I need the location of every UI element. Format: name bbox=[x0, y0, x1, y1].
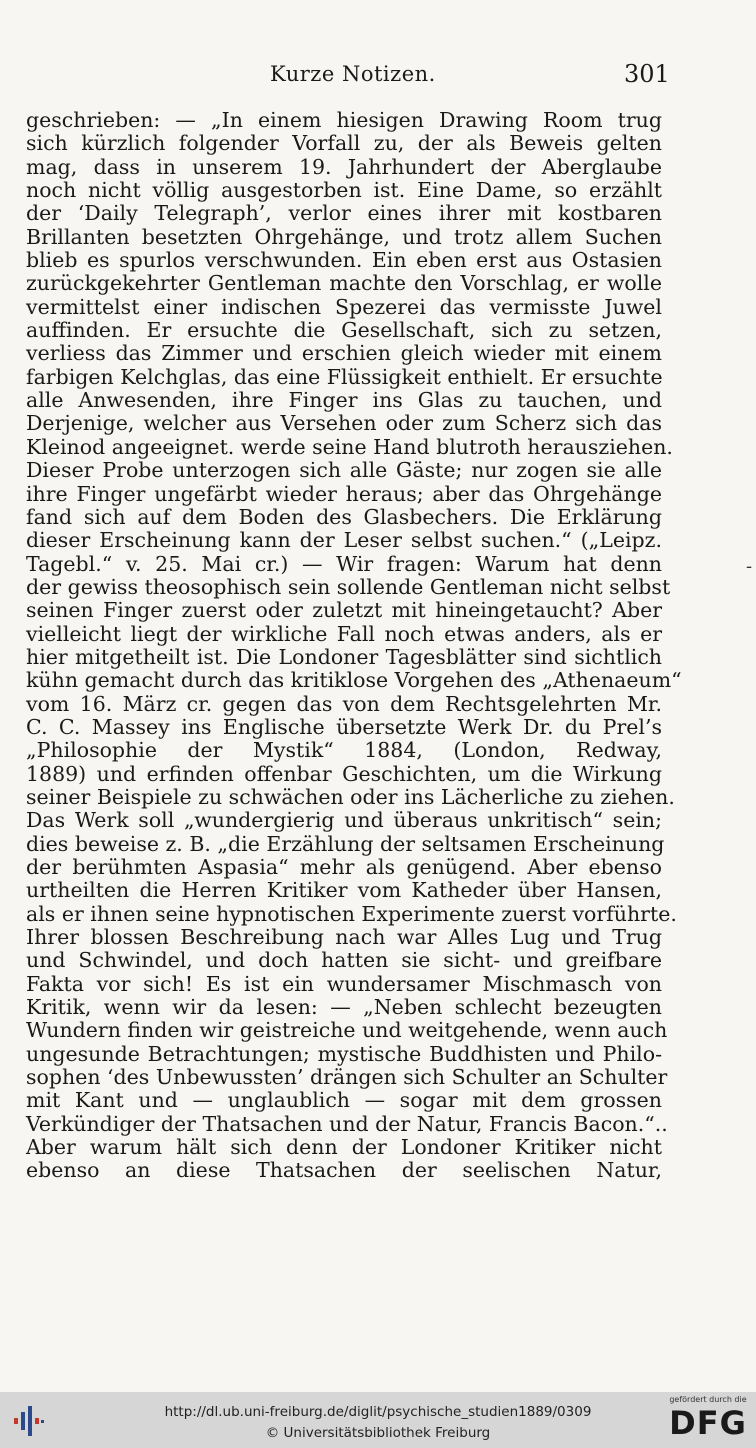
page-header bbox=[0, 62, 756, 92]
text-line: farbigen Kelchglas, das eine Flüssigkeit enthielt. Er ersuchte bbox=[26, 364, 663, 389]
text-line: seiner Beispiele zu schwächen oder ins Lächerliche zu ziehen. bbox=[26, 784, 675, 809]
text-line: Verkündiger der Thatsachen und der Natur, Francis Bacon.“.. bbox=[26, 1111, 668, 1136]
text-line: der ‘Daily Telegraph’, verlor eines ihrer mit kostbaren bbox=[26, 201, 662, 226]
text-line: mit Kant und — unglaublich — sogar mit dem grossen bbox=[26, 1088, 662, 1113]
text-line: alle Anwesenden, ihre Finger ins Glas zu tauchen, und bbox=[26, 388, 662, 413]
text-line: dies beweise z. B. „die Erzählung der seltsamen Erscheinung bbox=[26, 831, 665, 856]
text-line: Kritik, wenn wir da lesen: — „Neben schlecht bezeugten bbox=[26, 995, 662, 1020]
text-line: noch nicht völlig ausgestorben ist. Eine Dame, so erzählt bbox=[26, 178, 662, 203]
text-line: und Schwindel, und doch hatten sie sicht- und greifbare bbox=[26, 948, 662, 973]
text-line: kühn gemacht durch das kritiklose Vorgehen des „Athenaeum“ bbox=[26, 668, 682, 693]
text-line: Kleinod angeeignet. werde seine Hand blutroth herausziehen. bbox=[26, 434, 673, 459]
text-line: verliess das Zimmer und erschien gleich wieder mit einem bbox=[26, 341, 662, 366]
text-line: ihre Finger ungefärbt wieder heraus; aber das Ohrgehänge bbox=[26, 481, 662, 506]
text-line: als er ihnen seine hypnotischen Experimente zuerst vorführte. bbox=[26, 901, 677, 926]
text-line: vom 16. März cr. gegen das von dem Rechtsgelehrten Mr. bbox=[26, 691, 662, 716]
text-line: vermittelst einer indischen Spezerei das vermisste Juwel bbox=[26, 294, 662, 319]
text-line: ungesunde Betrachtungen; mystische Buddhisten und Philo- bbox=[26, 1041, 662, 1066]
text-line: Wundern finden wir geistreiche und weitgehende, wenn auch bbox=[26, 1018, 668, 1043]
text-line: seinen Finger zuerst oder zuletzt mit hineingetaucht? Aber bbox=[26, 598, 662, 623]
text-line: sich kürzlich folgender Vorfall zu, der als Beweis gelten bbox=[26, 131, 662, 156]
text-line: Ihrer blossen Beschreibung nach war Alles Lug und Trug bbox=[26, 925, 662, 950]
funder-caption: gefördert durch die bbox=[669, 1395, 747, 1404]
body-text bbox=[26, 108, 682, 1183]
funder-logo-text: DFG bbox=[669, 1404, 747, 1442]
text-line: der berühmten Aspasia“ mehr als genügend. Aber ebenso bbox=[26, 855, 662, 879]
running-title: Kurze Notizen. bbox=[270, 62, 436, 86]
page-number: 301 bbox=[624, 60, 670, 88]
text-line: der gewiss theosophisch sein sollende Gentleman nicht selbst bbox=[26, 574, 671, 599]
text-line: Tagebl.“ v. 25. Mai cr.) — Wir fragen: Warum hat denn bbox=[26, 551, 662, 576]
text-line: Fakta vor sich! Es ist ein wundersamer Mischmasch von bbox=[26, 971, 662, 996]
text-line: Derjenige, welcher aus Versehen oder zum Scherz sich das bbox=[26, 411, 662, 436]
text-line: dieser Erscheinung kann der Leser selbst suchen.“ („Leipz. bbox=[26, 528, 662, 553]
text-line: Brillanten besetzten Ohrgehänge, und trotz allem Suchen bbox=[26, 224, 662, 249]
text-line: „Philosophie der Mystik“ 1884, (London, Redway, bbox=[26, 738, 662, 763]
text-line: auffinden. Er ersuchte die Gesellschaft, sich zu setzen, bbox=[26, 318, 662, 343]
dfg-logo-icon bbox=[666, 1395, 750, 1445]
text-line: blieb es spurlos verschwunden. Ein eben erst aus Ostasien bbox=[26, 248, 662, 273]
text-line: Aber warum hält sich denn der Londoner Kritiker nicht bbox=[26, 1135, 662, 1160]
text-line: urtheilten die Herren Kritiker vom Katheder über Hansen, bbox=[26, 878, 662, 903]
text-line: mag, dass in unserem 19. Jahrhundert der Aberglaube bbox=[26, 154, 662, 179]
text-line: fand sich auf dem Boden des Glasbechers. Die Erklärung bbox=[26, 504, 662, 529]
text-line: geschrieben: — „In einem hiesigen Drawing Room trug bbox=[26, 108, 662, 132]
text-line: Das Werk soll „wundergierig und überaus unkritisch“ sein; bbox=[26, 808, 662, 833]
text-line: vielleicht liegt der wirkliche Fall noch etwas anders, als er bbox=[26, 621, 662, 646]
footer-bar bbox=[0, 1392, 756, 1448]
footer-url-link[interactable]: http://dl.ub.uni-freiburg.de/diglit/psychische_studien1889/0309 bbox=[164, 1404, 592, 1420]
text-line: ebenso an diese Thatsachen der seelischen Natur, bbox=[26, 1158, 662, 1183]
margin-mark: - bbox=[746, 556, 753, 577]
footer-copyright: © Universitätsbibliothek Freiburg bbox=[265, 1425, 491, 1441]
text-line: sophen ‘des Unbewussten’ drängen sich Schulter an Schulter bbox=[26, 1065, 668, 1090]
text-line: hier mitgetheilt ist. Die Londoner Tagesblätter sind sichtlich bbox=[26, 644, 662, 669]
text-line: C. C. Massey ins Englische übersetzte Werk Dr. du Prel’s bbox=[26, 714, 662, 739]
text-line: 1889) und erfinden offenbar Geschichten, um die Wirkung bbox=[26, 761, 662, 786]
text-line: Dieser Probe unterzogen sich alle Gäste; nur zogen sie alle bbox=[26, 458, 662, 483]
text-line: zurückgekehrter Gentleman machte den Vorschlag, er wolle bbox=[26, 271, 662, 296]
